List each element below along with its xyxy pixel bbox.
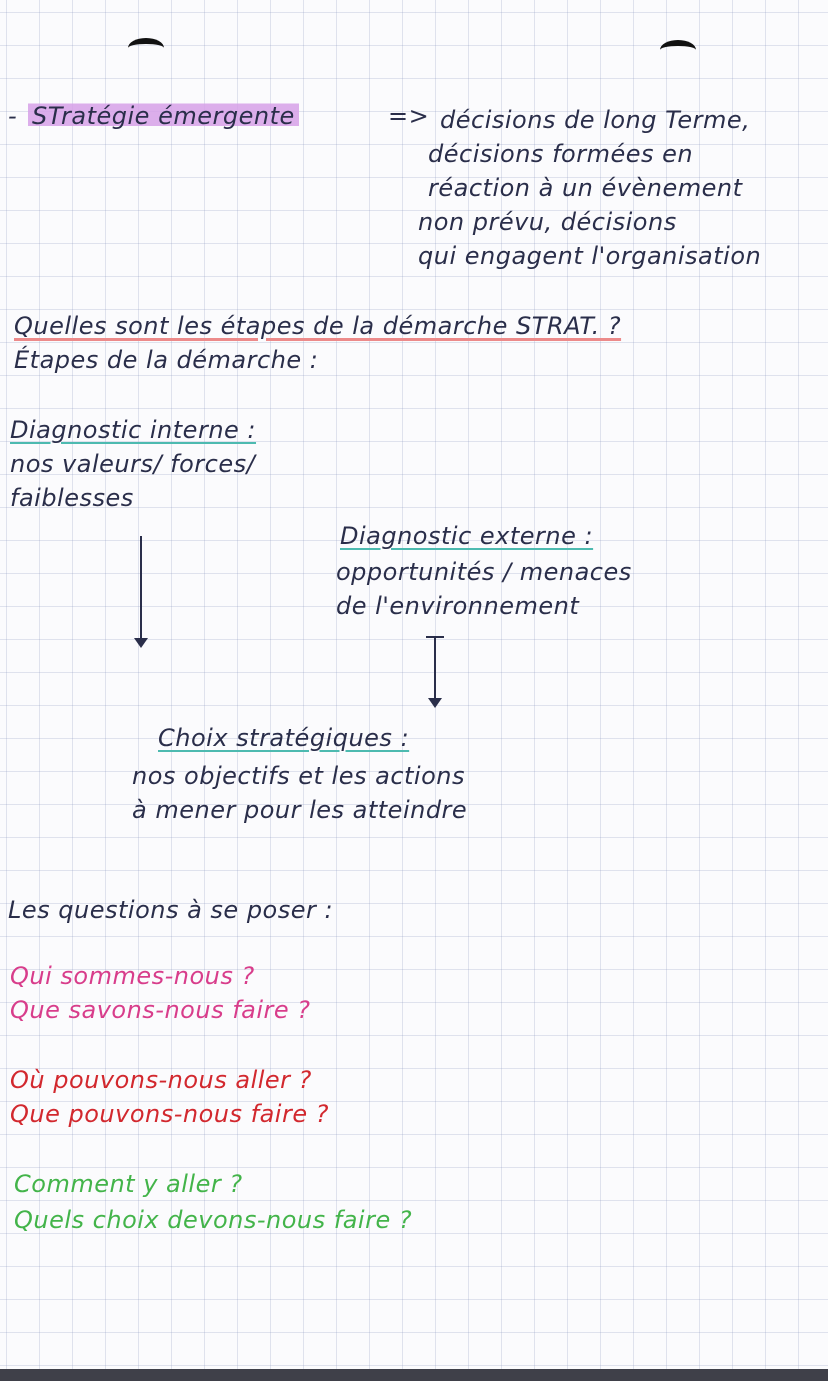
choix-title (158, 722, 409, 755)
punch-hole-right (660, 40, 696, 60)
choix-title-text: Choix stratégiques : (158, 724, 410, 752)
definition-term (28, 100, 299, 133)
question-red-1: Où pouvons-nous aller ? (10, 1066, 312, 1094)
question-green-2: Quels choix devons-nous faire ? (14, 1206, 413, 1234)
diagnostic-externe-title (340, 520, 593, 553)
definition-line-2: décisions formées en (428, 140, 694, 168)
choix-line-2: à mener pour les atteindre (132, 796, 468, 824)
diagnostic-interne-line-1: nos valeurs/ forces/ (10, 450, 256, 478)
questions-intro: Les questions à se poser : (8, 896, 334, 924)
definition-term-text: STratégie émergente (28, 102, 299, 130)
definition-bullet: - (8, 102, 18, 130)
diagnostic-externe-line-1: opportunités / menaces (336, 558, 632, 586)
definition-line-5: qui engagent l'organisation (418, 242, 762, 270)
diagnostic-externe-line-2: de l'environnement (336, 592, 580, 620)
question-heading-text: Quelles sont les étapes de la démarche STRAT. ? (14, 312, 622, 340)
definition-line-3: réaction à un évènement (428, 174, 743, 202)
page-bottom-edge (0, 1369, 828, 1381)
question-red-2: Que pouvons-nous faire ? (10, 1100, 329, 1128)
punch-hole-left (128, 38, 164, 58)
question-green-1: Comment y aller ? (14, 1170, 243, 1198)
arrow-tail-icon (426, 636, 444, 638)
arrow-head-icon (134, 638, 148, 648)
definition-line-1: décisions de long Terme, (440, 106, 751, 134)
arrow-down-icon (140, 536, 142, 646)
definition-line-4: non prévu, décisions (418, 208, 677, 236)
question-heading (14, 310, 621, 343)
choix-line-1: nos objectifs et les actions (132, 762, 465, 790)
diagnostic-externe-title-text: Diagnostic externe : (340, 522, 594, 550)
question-pink-2: Que savons-nous faire ? (10, 996, 311, 1024)
question-pink-1: Qui sommes-nous ? (10, 962, 255, 990)
arrow-down-icon-2 (434, 638, 436, 706)
diagnostic-interne-title-text: Diagnostic interne : (10, 416, 257, 444)
definition-arrow: => (388, 102, 430, 130)
diagnostic-interne-line-2: faiblesses (10, 484, 134, 512)
steps-heading: Étapes de la démarche : (14, 346, 319, 374)
diagnostic-interne-title (10, 414, 256, 447)
arrow-head-icon-2 (428, 698, 442, 708)
